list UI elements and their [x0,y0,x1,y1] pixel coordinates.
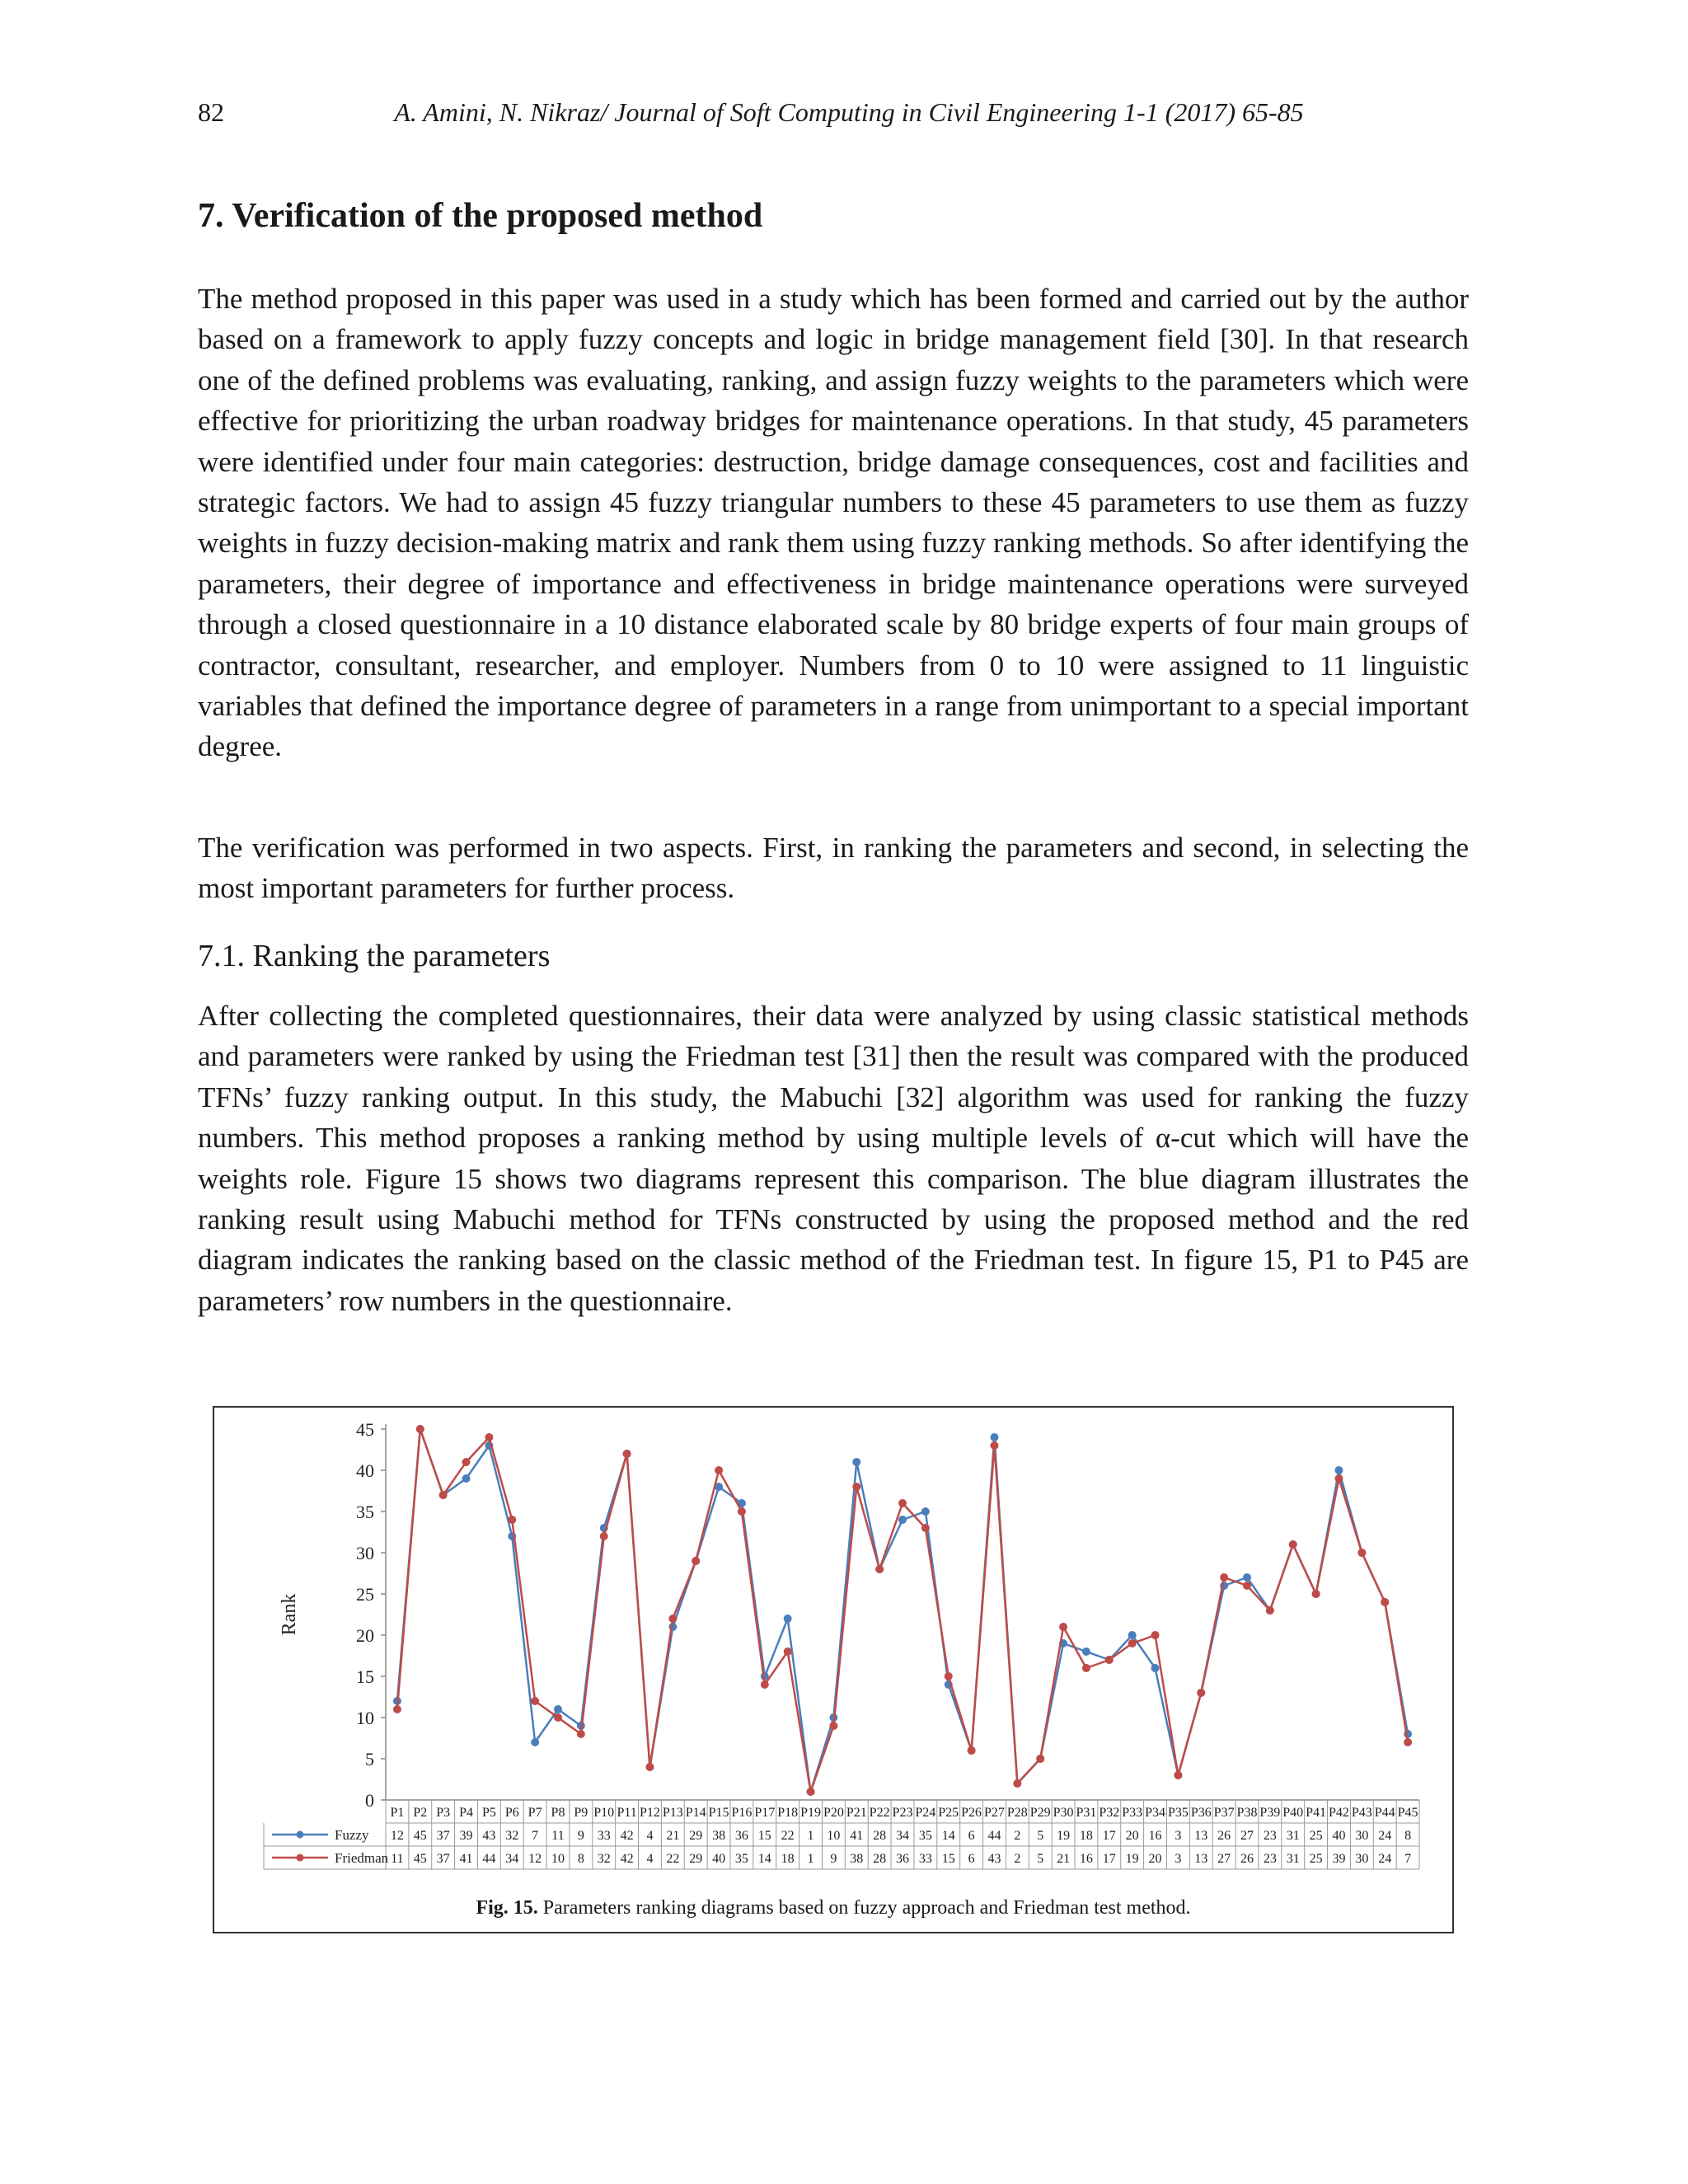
y-tick-label: 25 [356,1584,374,1605]
table-value-friedman: 32 [597,1852,611,1866]
table-value-fuzzy: 22 [781,1829,795,1843]
table-value-friedman: 38 [850,1852,864,1866]
table-value-friedman: 16 [1079,1852,1093,1866]
table-value-friedman: 26 [1240,1852,1254,1866]
x-tick-label: P28 [1006,1806,1028,1820]
section-title: 7. Verification of the proposed method [198,197,763,235]
section-paragraph-1: The method proposed in this paper was used in a study which has been formed and carried out by the author based on a framework to apply fuzzy concepts and logic in bridge management field [30]. In that research one of the defined problems was evaluating, ranking, and assign fuzzy weights to the parameters which were effective for prioritizing the urban roadway bridges for maintenance operations. In that study, 45 parameters were identified under four main categories: destruction, bridge damage consequences, cost and facilities and strategic factors. We had to assign 45 fuzzy triangular numbers to these 45 parameters to use them as fuzzy weights in fuzzy decision-making matrix and rank them using fuzzy ranking methods. So after identifying the parameters, their degree of importance and effectiveness in bridge maintenance operations were surveyed through a closed questionnaire in a 10 distance elaborated scale by 80 bridge experts of four main groups of contractor, consultant, researcher, and employer. Numbers from 0 to 10 were assigned to 11 linguistic variables that defined the importance degree of parameters in a range from unimportant to a special important degree. [198,283,1469,763]
data-point-friedman [1334,1474,1343,1483]
legend-marker-fuzzy [297,1831,304,1839]
table-value-friedman: 23 [1263,1852,1277,1866]
data-point-fuzzy [531,1738,539,1746]
x-tick-label: P33 [1122,1806,1143,1820]
table-value-friedman: 28 [873,1852,887,1866]
table-value-fuzzy: 37 [436,1829,450,1843]
x-tick-label: P39 [1259,1806,1281,1820]
series-line-fuzzy [397,1429,1408,1792]
data-point-friedman [623,1450,631,1458]
data-point-friedman [990,1441,998,1450]
page-header [198,97,1500,138]
table-value-fuzzy: 40 [1332,1829,1346,1843]
table-value-fuzzy: 4 [646,1829,654,1843]
data-point-friedman [485,1433,493,1441]
table-value-fuzzy: 23 [1263,1829,1277,1843]
data-point-friedman [829,1722,837,1730]
x-tick-label: P30 [1053,1806,1074,1820]
page-number: 82 [198,97,224,127]
data-point-friedman [462,1458,471,1466]
table-value-fuzzy: 45 [413,1829,427,1843]
table-value-fuzzy: 7 [532,1829,539,1843]
table-value-fuzzy: 30 [1355,1829,1369,1843]
data-point-fuzzy [784,1615,792,1623]
x-tick-label: P14 [685,1806,706,1820]
data-point-friedman [508,1516,516,1524]
table-value-fuzzy: 20 [1125,1829,1139,1843]
table-value-fuzzy: 8 [1404,1829,1412,1843]
x-tick-label: P4 [459,1806,473,1820]
data-point-friedman [898,1499,907,1507]
table-value-friedman: 20 [1148,1852,1162,1866]
table-value-friedman: 44 [482,1852,496,1866]
x-tick-label: P15 [708,1806,729,1820]
table-value-fuzzy: 21 [666,1829,680,1843]
x-tick-label: P37 [1213,1806,1235,1820]
figure-caption-label: Fig. 15. [476,1897,538,1919]
y-tick-label: 10 [356,1708,374,1728]
table-value-friedman: 1 [807,1852,814,1866]
x-tick-label: P3 [436,1806,451,1820]
data-point-friedman [1266,1606,1274,1615]
data-point-fuzzy [554,1705,562,1713]
legend-label-fuzzy: Fuzzy [335,1827,369,1843]
x-tick-label: P43 [1351,1806,1372,1820]
data-point-friedman [1013,1779,1021,1788]
data-point-friedman [645,1763,654,1771]
table-value-fuzzy: 6 [968,1829,975,1843]
data-point-friedman [1036,1755,1044,1763]
x-tick-label: P17 [754,1806,776,1820]
table-value-friedman: 5 [1037,1852,1044,1866]
table-value-friedman: 6 [968,1852,975,1866]
figure-caption-text: Parameters ranking diagrams based on fuzzy approach and Friedman test method. [542,1897,1191,1919]
x-tick-label: P1 [390,1806,405,1820]
table-value-fuzzy: 13 [1194,1829,1208,1843]
x-tick-label: P41 [1306,1806,1327,1820]
table-value-fuzzy: 36 [734,1829,748,1843]
table-value-friedman: 11 [391,1852,404,1866]
data-point-friedman [1220,1573,1228,1582]
table-value-friedman: 19 [1125,1852,1139,1866]
table-value-fuzzy: 16 [1148,1829,1162,1843]
x-tick-label: P32 [1099,1806,1120,1820]
table-value-fuzzy: 11 [551,1829,565,1843]
x-tick-label: P7 [528,1806,542,1820]
data-point-friedman [738,1507,746,1516]
table-value-friedman: 7 [1404,1852,1412,1866]
x-tick-label: P22 [869,1806,890,1820]
x-tick-label: P16 [731,1806,753,1820]
table-value-friedman: 22 [666,1852,680,1866]
x-tick-label: P23 [892,1806,913,1820]
x-tick-label: P44 [1374,1806,1395,1820]
x-tick-label: P45 [1397,1806,1418,1820]
x-tick-label: P2 [413,1806,428,1820]
table-value-friedman: 17 [1102,1852,1116,1866]
x-tick-label: P6 [504,1806,519,1820]
table-value-friedman: 37 [436,1852,450,1866]
x-tick-label: P8 [551,1806,565,1820]
data-point-friedman [1381,1598,1389,1606]
table-value-fuzzy: 43 [482,1829,496,1843]
data-point-friedman [439,1491,448,1499]
x-tick-label: P26 [961,1806,982,1820]
x-tick-label: P19 [800,1806,821,1820]
data-point-fuzzy [1128,1631,1137,1639]
data-point-friedman [968,1746,976,1755]
table-value-friedman: 4 [646,1852,654,1866]
table-value-fuzzy: 44 [987,1829,1001,1843]
data-point-friedman [945,1672,953,1680]
x-tick-label: P13 [662,1806,683,1820]
table-value-fuzzy: 39 [459,1829,473,1843]
table-value-fuzzy: 35 [918,1829,932,1843]
table-value-fuzzy: 19 [1057,1829,1071,1843]
data-point-friedman [852,1483,860,1491]
table-value-friedman: 18 [781,1852,795,1866]
table-value-friedman: 43 [987,1852,1001,1866]
data-point-friedman [692,1557,700,1565]
data-point-friedman [1243,1582,1251,1590]
x-tick-label: P10 [593,1806,615,1820]
table-value-friedman: 2 [1014,1852,1021,1866]
data-point-fuzzy [462,1474,471,1483]
x-tick-label: P35 [1167,1806,1189,1820]
table-value-fuzzy: 9 [577,1829,584,1843]
y-tick-label: 0 [365,1790,374,1811]
data-point-fuzzy [1334,1466,1343,1474]
data-point-friedman [1128,1639,1137,1647]
series-line-friedman [397,1429,1408,1792]
table-value-fuzzy: 33 [597,1829,611,1843]
x-tick-label: P24 [915,1806,936,1820]
data-point-friedman [393,1705,401,1713]
table-value-fuzzy: 1 [807,1829,814,1843]
table-value-fuzzy: 28 [873,1829,887,1843]
table-value-fuzzy: 34 [896,1829,909,1843]
data-point-friedman [531,1697,539,1705]
table-value-friedman: 24 [1378,1852,1392,1866]
table-value-fuzzy: 25 [1309,1829,1323,1843]
y-axis-label: Rank [279,1593,300,1636]
table-value-friedman: 35 [734,1852,748,1866]
data-point-friedman [1357,1549,1366,1557]
table-value-fuzzy: 2 [1014,1829,1021,1843]
table-value-friedman: 40 [712,1852,726,1866]
data-point-friedman [1197,1689,1205,1697]
ranking-chart [214,1408,1452,1894]
data-point-friedman [807,1788,815,1796]
table-value-fuzzy: 10 [827,1829,841,1843]
x-tick-label: P20 [823,1806,844,1820]
table-value-friedman: 3 [1175,1852,1182,1866]
y-tick-label: 5 [365,1749,374,1769]
data-point-friedman [715,1466,723,1474]
x-tick-label: P5 [481,1806,496,1820]
data-point-friedman [1404,1738,1412,1746]
table-value-friedman: 14 [757,1852,771,1866]
x-tick-label: P40 [1282,1806,1304,1820]
x-tick-label: P18 [777,1806,799,1820]
table-value-friedman: 41 [459,1852,473,1866]
table-value-fuzzy: 32 [505,1829,519,1843]
data-point-friedman [784,1647,792,1656]
table-value-friedman: 9 [830,1852,837,1866]
table-value-fuzzy: 3 [1175,1829,1182,1843]
x-tick-label: P38 [1236,1806,1258,1820]
table-value-fuzzy: 14 [941,1829,955,1843]
data-point-friedman [921,1524,930,1532]
x-tick-label: P31 [1076,1806,1097,1820]
data-point-friedman [875,1565,884,1573]
table-value-fuzzy: 24 [1378,1829,1392,1843]
table-value-friedman: 34 [505,1852,519,1866]
data-point-friedman [554,1713,562,1722]
table-value-friedman: 27 [1217,1852,1231,1866]
y-tick-label: 35 [356,1502,374,1522]
table-value-friedman: 33 [918,1852,932,1866]
data-point-friedman [1082,1664,1090,1672]
table-value-friedman: 39 [1332,1852,1346,1866]
data-point-friedman [1059,1623,1067,1631]
y-tick-label: 40 [356,1460,374,1481]
x-tick-label: P11 [617,1806,637,1820]
table-value-fuzzy: 38 [712,1829,726,1843]
data-point-friedman [416,1425,424,1433]
data-point-friedman [577,1730,585,1738]
x-tick-label: P9 [574,1806,588,1820]
x-tick-label: P25 [938,1806,959,1820]
table-value-fuzzy: 15 [757,1829,771,1843]
data-point-friedman [1312,1590,1320,1598]
y-tick-label: 30 [356,1543,374,1563]
y-tick-label: 15 [356,1666,374,1687]
figure-caption [214,1897,1452,1919]
data-point-friedman [761,1680,769,1689]
table-value-fuzzy: 41 [850,1829,864,1843]
table-value-friedman: 10 [551,1852,565,1866]
data-point-friedman [600,1532,608,1540]
table-value-fuzzy: 27 [1240,1829,1254,1843]
table-value-friedman: 21 [1057,1852,1071,1866]
data-point-fuzzy [852,1458,860,1466]
data-point-fuzzy [1082,1647,1090,1656]
table-value-fuzzy: 29 [689,1829,703,1843]
data-point-fuzzy [990,1433,998,1441]
x-tick-label: P12 [640,1806,660,1820]
table-value-friedman: 31 [1286,1852,1300,1866]
data-point-friedman [1151,1631,1160,1639]
x-tick-label: P21 [846,1806,867,1820]
data-point-friedman [1174,1771,1182,1779]
table-value-friedman: 12 [528,1852,542,1866]
x-tick-label: P36 [1190,1806,1212,1820]
table-value-fuzzy: 18 [1079,1829,1093,1843]
table-value-friedman: 8 [577,1852,584,1866]
legend-marker-friedman [297,1854,304,1862]
y-tick-label: 45 [356,1419,374,1440]
data-point-fuzzy [1151,1664,1160,1672]
table-value-friedman: 25 [1309,1852,1323,1866]
table-value-fuzzy: 17 [1102,1829,1116,1843]
table-value-fuzzy: 26 [1217,1829,1231,1843]
x-tick-label: P29 [1029,1806,1051,1820]
figure-15 [213,1406,1454,1933]
x-tick-label: P34 [1145,1806,1165,1820]
table-value-friedman: 15 [941,1852,955,1866]
data-point-fuzzy [1243,1573,1251,1582]
table-value-friedman: 42 [620,1852,634,1866]
table-value-friedman: 13 [1194,1852,1208,1866]
table-value-friedman: 29 [689,1852,703,1866]
x-tick-label: P42 [1329,1806,1349,1820]
data-point-fuzzy [898,1516,907,1524]
data-point-friedman [1289,1540,1297,1549]
table-value-fuzzy: 31 [1286,1829,1300,1843]
running-head: A. Amini, N. Nikraz/ Journal of Soft Computing in Civil Engineering 1-1 (2017) 65-85 [394,97,1304,127]
y-tick-label: 20 [356,1625,374,1646]
subsection-paragraph-1: After collecting the completed questionnaires, their data were analyzed by using classic statistical methods and parameters were ranked by using the Friedman test [31] then the result was compared with the produced TFNs’ fuzzy ranking output. In this study, the Mabuchi [32] algorithm was used for ranking the fuzzy numbers. This method proposes a ranking method by using multiple levels of α-cut which will have the weights role. Figure 15 shows two diagrams represent this comparison. The blue diagram illustrates the ranking result using Mabuchi method for TFNs constructed by using the proposed method and the red diagram indicates the ranking based on the classic method of the Friedman test. In figure 15, P1 to P45 are parameters’ row numbers in the questionnaire. [198,1000,1469,1317]
subsection-title: 7.1. Ranking the parameters [198,939,551,973]
table-value-friedman: 30 [1355,1852,1369,1866]
table-value-fuzzy: 42 [620,1829,634,1843]
table-value-fuzzy: 12 [390,1829,404,1843]
table-value-fuzzy: 5 [1037,1829,1044,1843]
data-point-friedman [668,1615,677,1623]
table-value-friedman: 36 [896,1852,909,1866]
section-paragraph-2: The verification was performed in two aspects. First, in ranking the parameters and second, in selecting the most important parameters for further process. [198,832,1469,905]
table-value-friedman: 45 [413,1852,427,1866]
data-point-fuzzy [921,1507,930,1516]
legend-label-friedman: Friedman [335,1850,389,1866]
data-point-friedman [1105,1656,1114,1664]
x-tick-label: P27 [984,1806,1005,1820]
